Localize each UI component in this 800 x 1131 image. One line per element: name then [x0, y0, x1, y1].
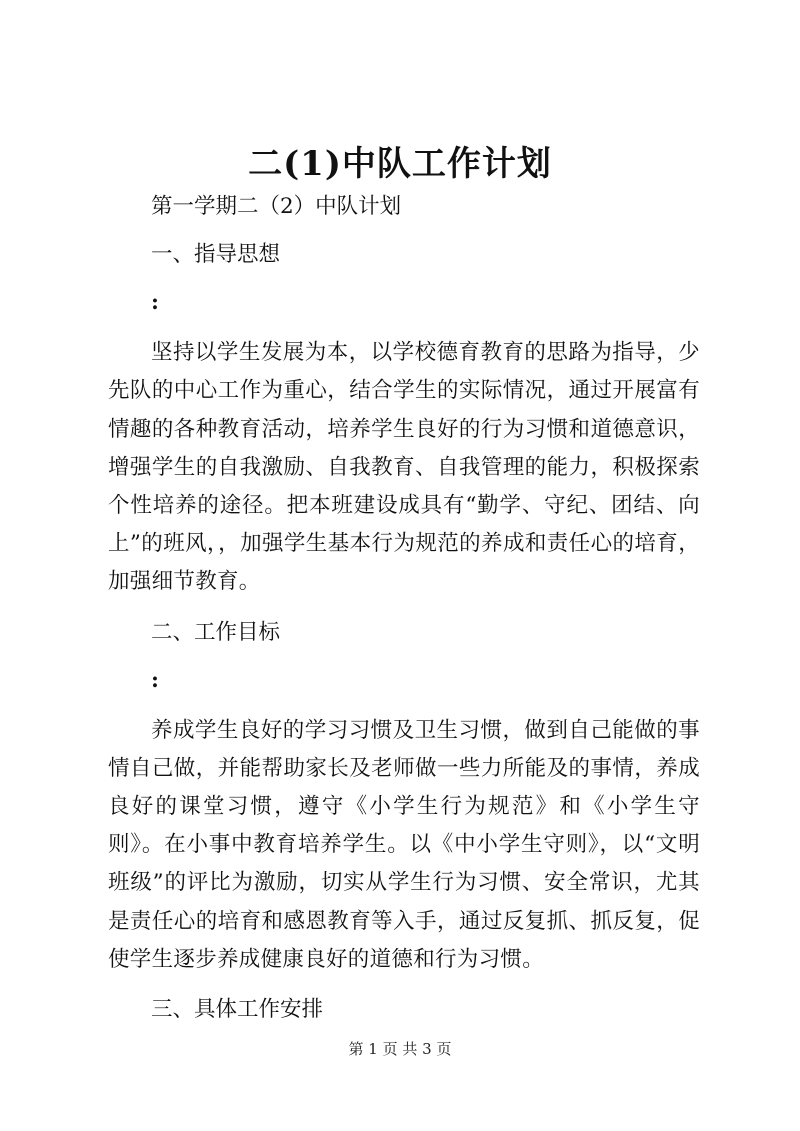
section-heading-work-goals: 二、工作目标: [151, 619, 281, 645]
section-heading-work-arrangements: 三、具体工作安排: [151, 997, 324, 1023]
page-number-footer: 第 1 页 共 3 页: [348, 1040, 452, 1058]
document-body: [108, 188, 700, 1029]
section-heading-guiding-ideology: 一、指导思想: [151, 242, 281, 268]
paragraph-guiding-ideology: 坚持以学生发展为本，以学校德育教育的思路为指导，少先队的中心工作为重心，结合学生的实际情况，通过开展富有情趣的各种教育活动，培养学生良好的行为习惯和道德意识，增强学生的自我激励、自我教育、自我管理的能力，积极探索个性培养的途径。把本班建设成具有“勤学、守纪、团结、向上”的班风，，加强学生基本行为规范的养成和责任心的培育，加强细节教育。: [108, 340, 700, 595]
paragraph-work-goals: 养成学生良好的学习习惯及卫生习惯，做到自己能做的事情自己做，并能帮助家长及老师做一些力所能及的事情，养成良好的课堂习惯，遵守《小学生行为规范》和《小学生守则》。在小事中教育培养学生。以《中小学生守则》，以“文明班级”的评比为激励，切实从学生行为习惯、安全常识，尤其是责任心的培育和感恩教育等入手，通过反复抓、抓反复，促使学生逐步养成健康良好的道德和行为习惯。: [108, 717, 700, 972]
section-colon: :: [151, 290, 159, 316]
document-subtitle: 第一学期二（2）中队计划: [151, 194, 402, 219]
document-title: 二(1)中队工作计划: [248, 144, 552, 184]
section-colon: :: [151, 667, 159, 693]
